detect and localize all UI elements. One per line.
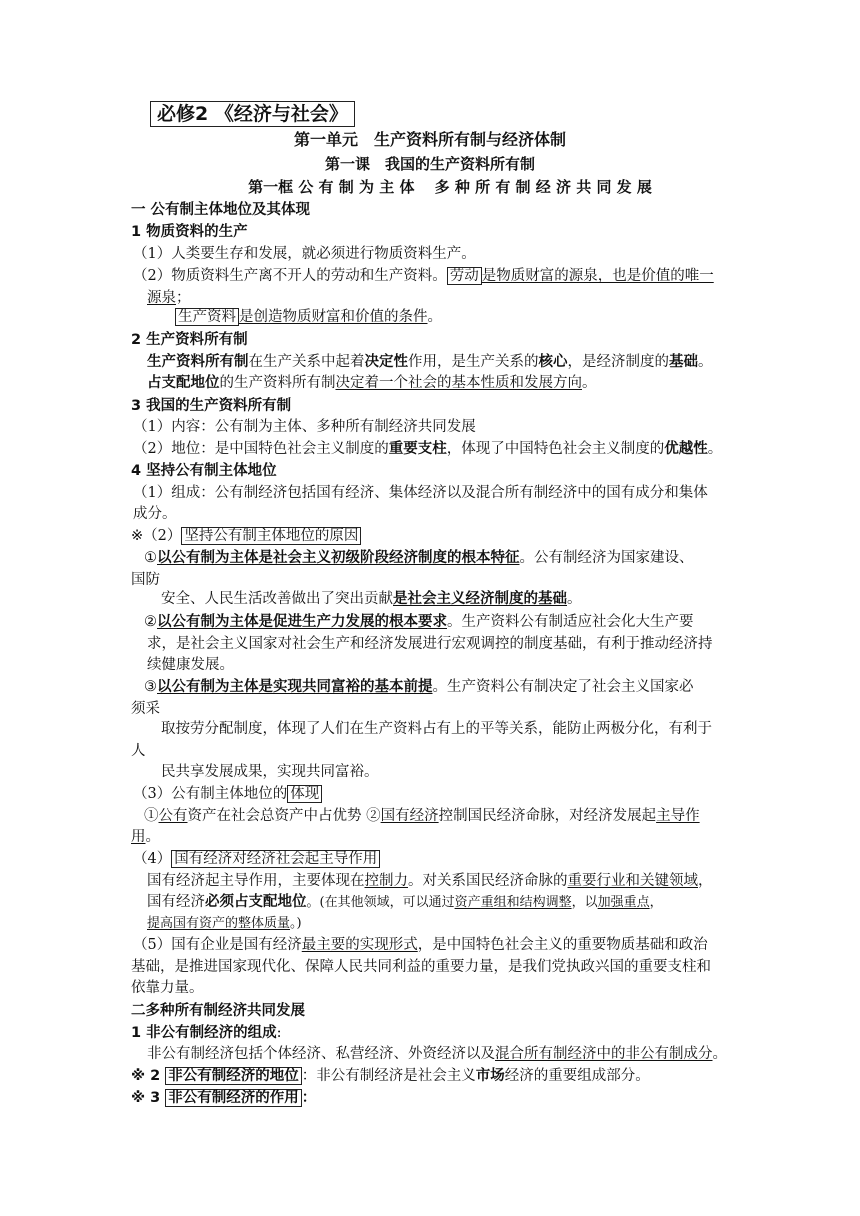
bold-term: 决定性 <box>364 353 408 370</box>
paragraph-line: 续健康发展。 <box>147 657 234 673</box>
text-span: 国有经济起主导作用，主要体现在 <box>147 873 365 889</box>
paragraph-line <box>131 1088 316 1108</box>
underlined-text: 是创造物质财富和价值的条件 <box>239 309 428 325</box>
text-span: ，体现了中国特色社会主义制度的 <box>446 441 665 457</box>
paragraph-line <box>147 352 713 372</box>
boxed-term: 非公有制经济的作用 <box>165 1089 302 1107</box>
bold-term: 基础 <box>669 353 698 370</box>
text-span: 经济的重要组成部分。 <box>504 1068 650 1084</box>
text-span: ，是经济制度的 <box>567 354 669 370</box>
text-span: 。 <box>567 591 582 607</box>
underlined-text: 资产重组和结构调整 <box>454 895 572 910</box>
paragraph-line <box>133 439 722 459</box>
paragraph-line: 国防 <box>131 572 160 588</box>
paragraph-line: （1）人类要生存和发展，就必须进行物质资料生产。 <box>133 246 476 262</box>
bold-term: 重要支柱 <box>388 440 447 457</box>
text-span: 。生产资料公有制决定了社会主义国家必 <box>432 679 694 695</box>
section-heading: 一 公有制主体地位及其体现 <box>131 202 311 218</box>
text-span: ※（2） <box>131 528 182 544</box>
text-span: 作用，是生产关系的 <box>408 354 539 370</box>
paragraph-line <box>131 526 361 546</box>
paragraph-line: 基础，是推进国家现代化、保障人民共同利益的重要力量，是我们党执政兴国的重要支柱和 <box>131 959 711 975</box>
text-span: （2）物质资料生产离不开人的劳动和生产资料。 <box>133 268 447 284</box>
subsection-title <box>131 1023 282 1043</box>
frame-title: 第一框 公 有 制 为 主 体 多 种 所 有 制 经 济 共 同 发 展 <box>248 178 652 196</box>
bold-term: 1 非公有制经济的组成 <box>131 1025 277 1041</box>
text-span: 的生产资料所有制 <box>219 375 336 391</box>
bold-underlined-text: 以公有制为主体是社会主义初级阶段经济制度的根本特征 <box>157 549 520 566</box>
bold-underlined-text: 以公有制为主体是促进生产力发展的根本要求 <box>157 613 447 630</box>
paragraph-line <box>131 1066 650 1086</box>
text-span: 。) <box>290 916 302 931</box>
text-span: ， <box>649 895 663 910</box>
paragraph-line <box>147 1044 727 1064</box>
bold-term: 优越性 <box>664 440 708 457</box>
paragraph-line: （1）组成：公有制经济包括国有经济、集体经济以及混合所有制经济中的国有成分和集体 <box>133 485 708 501</box>
underlined-text: 提高国有资产的整体质量 <box>147 916 291 931</box>
paragraph-line <box>147 914 302 934</box>
boxed-term: 坚持公有制主体地位的原因 <box>181 527 361 545</box>
text-span: 。 <box>427 309 442 325</box>
paragraph-line <box>175 307 442 327</box>
text-span: ① <box>144 550 157 566</box>
text-span: ③ <box>144 679 157 695</box>
section-heading: 二多种所有制经济共同发展 <box>131 1003 305 1019</box>
underlined-text: 国有经济 <box>380 808 439 824</box>
text-span: 。生产资料公有制适应社会化大生产要 <box>447 614 694 630</box>
text-span: ① <box>144 808 159 824</box>
boxed-term: 非公有制经济的地位 <box>165 1067 302 1085</box>
book-title <box>150 104 355 126</box>
paragraph-line: （1）内容：公有制为主体、多种所有制经济共同发展 <box>133 419 476 435</box>
text-span: 。 <box>582 375 597 391</box>
boxed-term: 生产资料 <box>175 308 239 326</box>
subsection-title: 1 物质资料的生产 <box>131 224 248 240</box>
text-span: 非公有制经济包括个体经济、私营经济、外资经济以及 <box>147 1046 495 1062</box>
underlined-text: 是物质财富的源泉，也是价值的唯一 <box>481 268 714 284</box>
bold-term: 必须占支配地位 <box>205 893 307 910</box>
text-span: ② <box>144 614 157 630</box>
bold-underlined-text: 是社会主义经济制度的基础 <box>393 590 567 607</box>
bold-term: ※ 3 <box>131 1090 166 1106</box>
paragraph-line <box>144 612 694 632</box>
text-span: 。公有制经济为国家建设、 <box>519 550 694 566</box>
paragraph-line <box>147 288 191 308</box>
text-span: 。对关系国民经济命脉的 <box>408 873 568 889</box>
paragraph-line: 依靠力量。 <box>131 980 204 996</box>
text-span: ， <box>698 873 713 889</box>
text-span: （4） <box>133 851 172 867</box>
unit-title: 第一单元 生产资料所有制与经济体制 <box>293 130 566 149</box>
paragraph-line <box>147 871 713 891</box>
text-span: （2）地位：是中国特色社会主义制度的 <box>133 441 389 457</box>
paragraph-line <box>133 849 380 869</box>
text-span: 。 <box>698 354 713 370</box>
underlined-text: 决定着一个社会的基本性质和发展方向 <box>335 375 582 391</box>
text-span: 。(在其他领域，可以通过 <box>306 895 455 910</box>
underlined-text: 加强重点 <box>597 895 650 910</box>
text-span: 安全、人民生活改善做出了突出贡献 <box>161 591 393 607</box>
text-span: : <box>276 1025 282 1041</box>
paragraph-line <box>147 373 597 393</box>
text-span: （5）国有企业是国有经济 <box>133 937 302 953</box>
paragraph-line <box>147 892 663 913</box>
underlined-text: 主导作 <box>656 808 700 824</box>
subsection-title: 4 坚持公有制主体地位 <box>131 463 277 479</box>
paragraph-line <box>133 784 322 804</box>
underlined-text: 源泉 <box>147 290 176 306</box>
paragraph-line: 人 <box>131 743 146 759</box>
bold-underlined-text: 以公有制为主体是实现共同富裕的基本前提 <box>157 678 433 695</box>
paragraph-line <box>161 589 582 609</box>
paragraph-line <box>133 935 708 955</box>
text-span: （3）公有制主体地位的 <box>133 786 288 802</box>
bold-term: 市场 <box>475 1067 505 1084</box>
paragraph-line: 民共享发展成果，实现共同富裕。 <box>161 764 379 780</box>
paragraph-line <box>131 827 160 847</box>
text-span: 控制国民经济命脉，对经济发展起 <box>438 808 657 824</box>
text-span: 。 <box>712 1046 727 1062</box>
subsection-title: 3 我国的生产资料所有制 <box>131 398 292 414</box>
text-span: ： <box>301 1089 317 1106</box>
boxed-term: 劳动 <box>447 267 482 285</box>
paragraph-line <box>133 266 714 286</box>
text-span: 资产在社会总资产中占优势 ② <box>187 808 381 824</box>
paragraph-line: 求，是社会主义国家对社会生产和经济发展进行宏观调控的制度基础，有利于推动经济持 <box>147 636 713 652</box>
text-span: ； <box>176 290 191 306</box>
bold-term: 核心 <box>538 353 568 370</box>
underlined-text: 混合所有制经济中的非公有制成分 <box>495 1046 713 1062</box>
bold-term: ※ 2 <box>131 1068 166 1084</box>
book-title-text: 必修2 《经济与社会》 <box>150 101 355 127</box>
paragraph-line: 取按劳分配制度，体现了人们在生产资料占有上的平等关系，能防止两极分化，有利于 <box>161 721 712 737</box>
paragraph-line: 须采 <box>131 701 160 717</box>
lesson-title: 第一课 我国的生产资料所有制 <box>324 155 535 173</box>
text-span: ：非公有制经济是社会主义 <box>301 1068 476 1084</box>
paragraph-line: 成分。 <box>133 506 177 522</box>
boxed-term: 体现 <box>287 785 322 803</box>
text-span: 国有经济 <box>147 894 205 910</box>
paragraph-line <box>144 548 694 568</box>
underlined-text: 公有 <box>158 808 188 824</box>
text-span: ，是中国特色社会主义的重要物质基础和政治 <box>417 937 708 953</box>
text-span: 。 <box>145 829 160 845</box>
underlined-text: 控制力 <box>364 873 408 889</box>
text-span: ，以 <box>571 895 598 910</box>
subsection-title: 2 生产资料所有制 <box>131 332 248 348</box>
underlined-text: 最主要的实现形式 <box>301 937 418 953</box>
underlined-text: 用 <box>131 829 146 845</box>
underlined-text: 重要行业和关键领域 <box>567 873 698 889</box>
text-span: 。 <box>707 441 723 457</box>
paragraph-line <box>144 806 700 826</box>
bold-term: 生产资料所有制 <box>147 353 249 370</box>
boxed-term: 国有经济对经济社会起主导作用 <box>171 850 380 868</box>
text-span: 在生产关系中起着 <box>248 354 365 370</box>
bold-term: 占支配地位 <box>147 374 220 391</box>
paragraph-line <box>144 677 694 697</box>
